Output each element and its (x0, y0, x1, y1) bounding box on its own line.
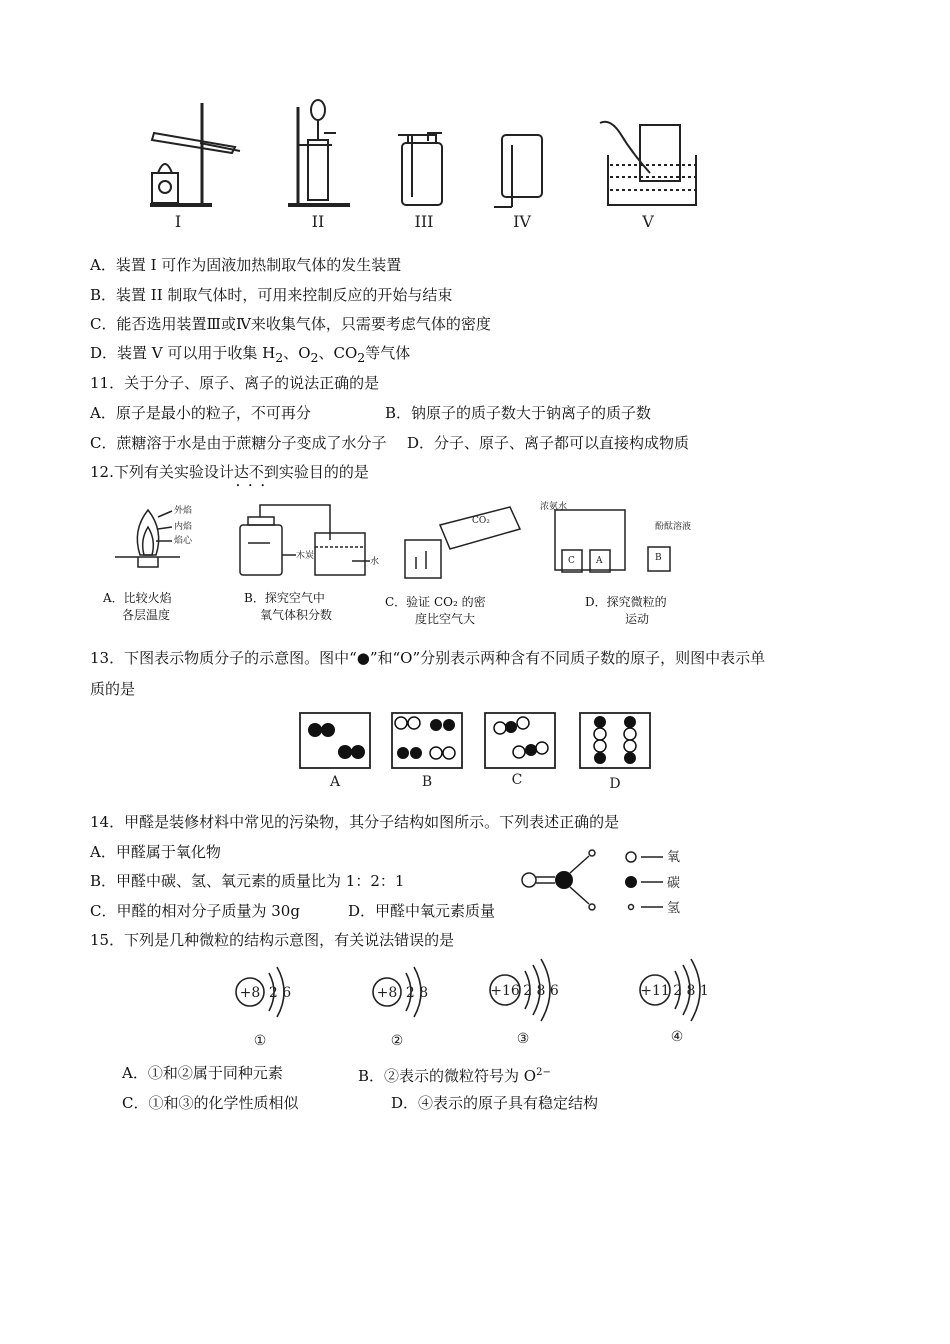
q15-stem: 15．下列是几种微粒的结构示意图，有关说法错误的是 (90, 931, 455, 949)
ammonia-label: 浓氨水 (540, 502, 568, 512)
q12-stem-emphasis: 达不到 • • • (234, 463, 279, 481)
subscript: 2 (275, 350, 284, 365)
nucleus-charge: +11 (640, 983, 670, 999)
nucleus-charge: +8 (239, 985, 261, 1001)
q14-option-d: D．甲醛中氧元素质量 (348, 902, 496, 920)
molecule-figure (295, 708, 665, 793)
subscript: 2 (357, 350, 366, 365)
atom-number: ③ (516, 1031, 530, 1047)
legend-carbon: 碳 (667, 876, 681, 891)
shell-electrons: 2 8 6 (523, 983, 559, 999)
nucleus-charge: +8 (376, 985, 398, 1001)
q10-d-text: 、O (283, 344, 311, 362)
shell-electrons: 2 8 (405, 985, 429, 1001)
atom-number: ② (390, 1033, 404, 1049)
q10-d-text: D．装置 V 可以用于收集 H (90, 344, 276, 362)
molecule-label: B (421, 774, 433, 790)
q15-b-text: B．②表示的微粒符号为 O (358, 1067, 537, 1085)
q10-option-a: A．装置 I 可作为固液加热制取气体的发生装置 (90, 256, 402, 274)
q10-option-b: B．装置 II 制取气体时，可用来控制反应的开始与结束 (90, 286, 453, 304)
q14-option-b: B．甲醛中碳、氢、氧元素的质量比为 1：2：1 (90, 872, 405, 890)
apparatus-label: III (414, 212, 434, 231)
flame-label: 外焰 (174, 506, 193, 516)
co2-label: CO₂ (472, 516, 490, 526)
water-label: 水 (370, 557, 380, 567)
molecule-label: D (609, 776, 621, 792)
shell-electrons: 2 8 1 (673, 983, 709, 999)
q10-d-text: 等气体 (365, 344, 411, 362)
q12-caption-c1: C．验证 CO₂ 的密 (385, 595, 486, 609)
q10-option-d (90, 343, 410, 368)
atom-number: ④ (670, 1029, 684, 1045)
q13-stem-line2: 质的是 (90, 680, 136, 698)
q14-stem: 14．甲醛是装修材料中常见的污染物，其分子结构如图所示。下列表述正确的是 (90, 813, 620, 831)
q15-option-a: A．①和②属于同种元素 (122, 1064, 283, 1082)
experiment-figure (100, 495, 720, 605)
q15-option-d: D．④表示的原子具有稳定结构 (391, 1094, 599, 1112)
q13-stem-line1: 13．下图表示物质分子的示意图。图中“●”和“O”分别表示两种含有不同质子数的原子，则图中表示单 (90, 649, 766, 667)
q15-option-b (358, 1063, 551, 1086)
q12-stem-text: 12.下列有关实验设计 (90, 463, 234, 481)
apparatus-label: IV (513, 212, 531, 231)
q11-option-d: D．分子、原子、离子都可以直接构成物质 (407, 434, 690, 452)
beaker-label: C (568, 556, 575, 566)
q11-stem: 11．关于分子、原子、离子的说法正确的是 (90, 374, 380, 392)
legend-hydrogen: 氢 (667, 901, 681, 916)
q12-caption-b1: B．探究空气中 (244, 591, 325, 605)
apparatus-label: I (174, 212, 182, 231)
q12-caption-a1: A．比较火焰 (103, 591, 172, 605)
q10-d-text: 、CO (318, 344, 358, 362)
subscript: 2 (310, 350, 319, 365)
q12-caption-d1: D．探究微粒的 (585, 595, 667, 609)
phenolphthalein-label: 酚酞溶液 (655, 522, 692, 532)
flame-label: 内焰 (174, 522, 193, 532)
q12-stem-text: 实验目的的是 (278, 463, 369, 481)
apparatus-figure (140, 95, 700, 235)
q11-option-a: A．原子是最小的粒子，不可再分 (90, 404, 311, 422)
apparatus-label: V (642, 212, 654, 231)
atom-structure-figure (225, 955, 725, 1050)
legend-oxygen: 氧 (667, 850, 681, 865)
flame-label: 焰心 (174, 536, 193, 546)
q12-caption-b2: 氧气体积分数 (260, 608, 333, 622)
q12-stem (90, 462, 369, 482)
superscript: 2− (536, 1067, 551, 1078)
q12-caption-c2: 度比空气大 (415, 612, 476, 626)
q14-option-a: A．甲醛属于氧化物 (90, 843, 221, 861)
q15-option-c: C．①和③的化学性质相似 (122, 1094, 299, 1112)
formaldehyde-figure (515, 840, 695, 920)
q11-option-b: B．钠原子的质子数大于钠离子的质子数 (385, 404, 652, 422)
shell-electrons: 2 6 (268, 985, 292, 1001)
atom-number: ① (253, 1033, 267, 1049)
charcoal-label: 木炭 (296, 551, 315, 561)
q14-option-c: C．甲醛的相对分子质量为 30g (90, 902, 300, 920)
apparatus-label: II (311, 212, 325, 231)
nucleus-charge: +16 (490, 983, 520, 999)
q12-caption-a2: 各层温度 (122, 608, 171, 622)
q12-caption-d2: 运动 (625, 612, 650, 626)
q10-option-c: C．能否选用装置Ⅲ或Ⅳ来收集气体，只需要考虑气体的密度 (90, 315, 491, 333)
beaker-label: A (596, 556, 603, 566)
beaker-label: B (655, 553, 662, 563)
molecule-label: C (511, 772, 523, 788)
molecule-label: A (329, 774, 341, 790)
q11-option-c: C．蔗糖溶于水是由于蔗糖分子变成了水分子 (90, 434, 387, 452)
